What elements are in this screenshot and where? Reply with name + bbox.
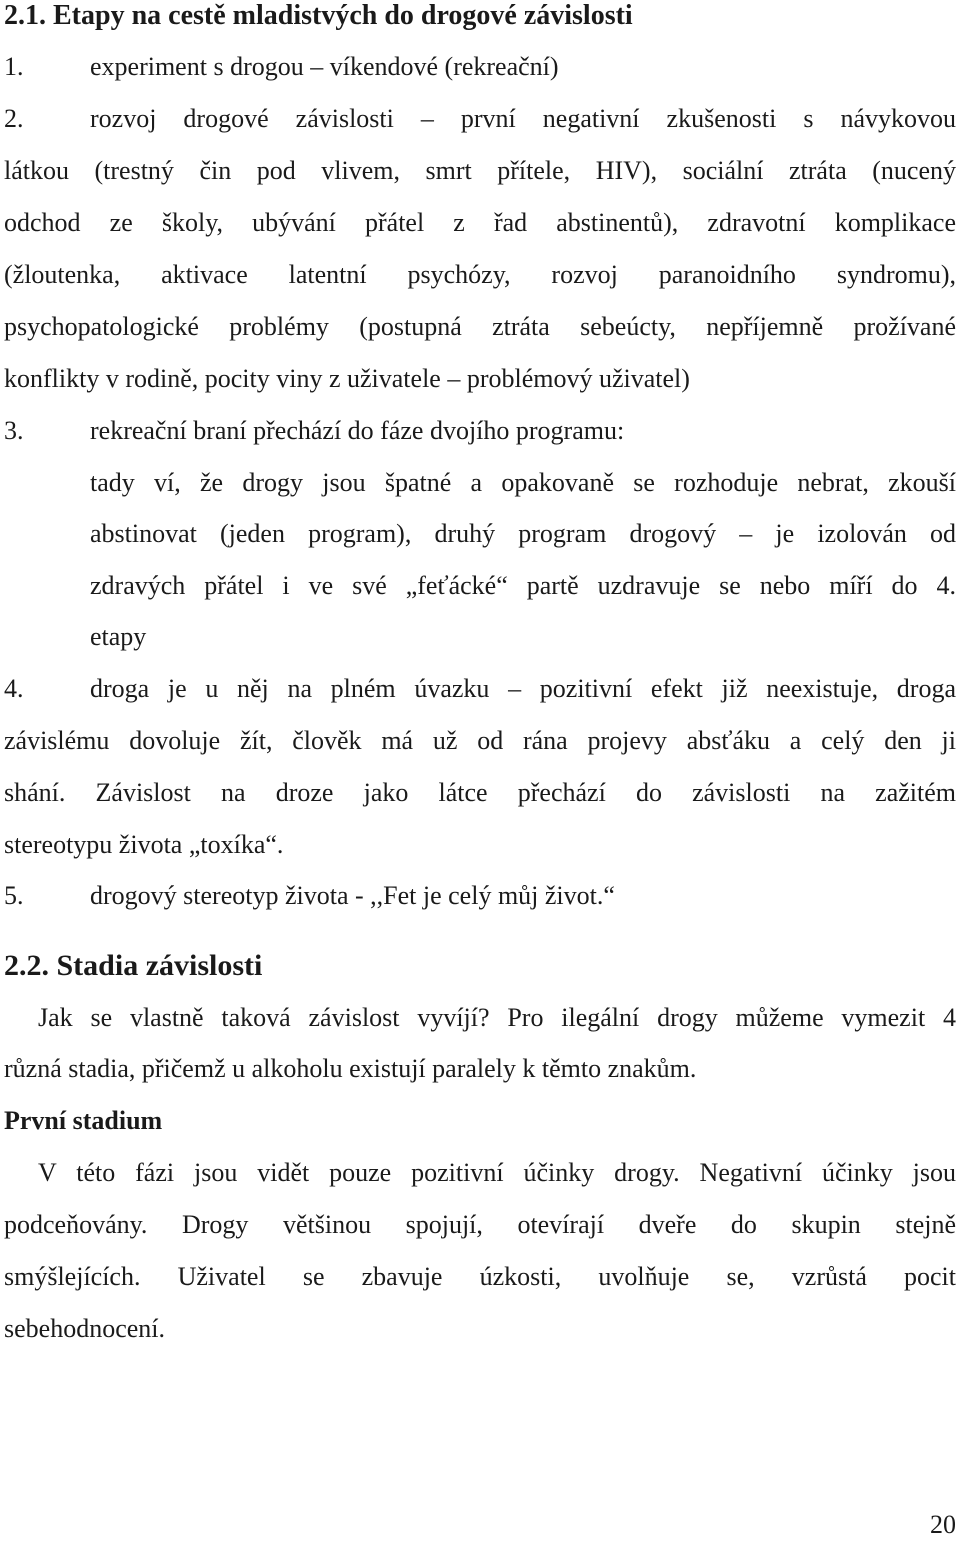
paragraph-line: sebehodnocení. [4,1314,166,1343]
list-item-text: experiment s drogou – víkendové (rekreační) [90,52,559,81]
list-item-text: tady ví, že drogy jsou špatné a opakovaně se rozhoduje nebrat, zkouší [90,468,956,497]
list-item-text: drogový stereotyp života - ,,Fet je celý můj život.“ [90,881,615,910]
list-item-text: závislému dovoluje žít, člověk má už od rána projevy absťáku a celý den ji [4,726,956,755]
list-number: 2. [4,104,24,133]
list-item-text: droga je u něj na plném úvazku – pozitivní efekt již neexistuje, droga [90,674,956,703]
list-number: 4. [4,674,24,703]
list-item-text: psychopatologické problémy (postupná ztráta sebeúcty, nepříjemně prožívané [4,312,956,341]
list-number: 1. [4,52,24,81]
list-item-text: stereotypu života „toxíka“. [4,830,284,859]
paragraph-line: V této fázi jsou vidět pouze pozitivní účinky drogy. Negativní účinky jsou [38,1158,956,1187]
list-item-text: (žloutenka, aktivace latentní psychózy, rozvoj paranoidního syndromu), [4,260,956,289]
list-number: 3. [4,416,24,445]
paragraph-line: Jak se vlastně taková závislost vyvíjí? Pro ilegální drogy můžeme vymezit 4 [38,1003,956,1032]
list-item-text: etapy [90,622,147,651]
subheading: První stadium [4,1106,163,1135]
list-item-text: abstinovat (jeden program), druhý program drogový – je izolován od [90,519,956,548]
list-item-text: odchod ze školy, ubývání přátel z řad abstinentů), zdravotní komplikace [4,208,956,237]
page-number: 20 [930,1510,956,1539]
list-item-text: rozvoj drogové závislosti – první negativní zkušenosti s návykovou [90,104,956,133]
paragraph-line: smýšlejících. Uživatel se zbavuje úzkosti, uvolňuje se, vzrůstá pocit [4,1262,956,1291]
paragraph-line: podceňovány. Drogy většinou spojují, otevírají dveře do skupin stejně [4,1210,956,1239]
list-item-text: shání. Závislost na droze jako látce přechází do závislosti na zažitém [4,778,956,807]
list-item-text: konflikty v rodině, pocity viny z uživatele – problémový uživatel) [4,364,690,393]
list-item-text: rekreační braní přechází do fáze dvojího programu: [90,416,625,445]
section-heading: 2.1. Etapy na cestě mladistvých do drogové závislosti [4,0,633,31]
list-number: 5. [4,881,24,910]
list-item-text: látkou (trestný čin pod vlivem, smrt přítele, HIV), sociální ztráta (nucený [4,156,956,185]
section-heading: 2.2. Stadia závislosti [4,949,263,982]
paragraph-line: různá stadia, přičemž u alkoholu existují paralely k těmto znakům. [4,1054,697,1083]
list-item-text: zdravých přátel i ve své „feťácké“ partě uzdravuje se nebo míří do 4. [90,571,956,600]
